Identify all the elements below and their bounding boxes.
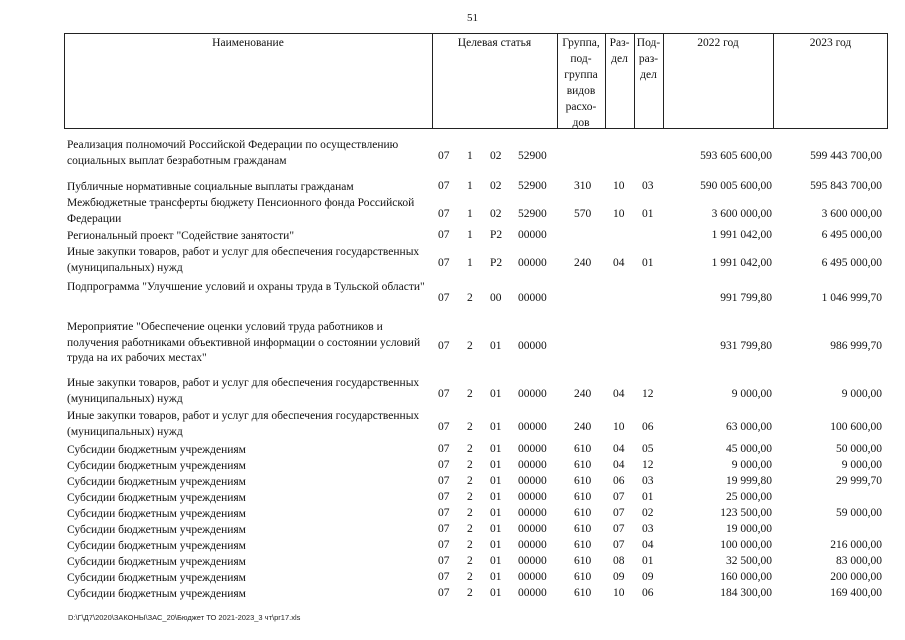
section-code: 06: [613, 475, 625, 487]
header-section-line: Раз-: [609, 37, 630, 49]
target-code-subprogram: 2: [467, 475, 473, 487]
target-code-event: 01: [490, 523, 502, 535]
expense-group: 610: [574, 523, 592, 535]
amount-2022: 63 000,00: [726, 420, 772, 433]
section-code: 07: [613, 523, 625, 535]
expense-group: 240: [574, 420, 592, 433]
subsection-code: 01: [642, 555, 654, 567]
subsection-code: 12: [642, 459, 654, 471]
target-code-event: 00: [490, 291, 502, 304]
target-code-direction: 00000: [518, 587, 547, 599]
amount-2023: 200 000,00: [830, 571, 882, 583]
target-code-direction: 00000: [518, 475, 547, 487]
target-code-program: 07: [438, 420, 450, 433]
amount-2022: 184 300,00: [720, 587, 772, 599]
target-code-event: 01: [490, 555, 502, 567]
target-code-program: 07: [438, 571, 450, 583]
subsection-code: 01: [642, 491, 654, 503]
amount-2023: 100 600,00: [830, 420, 882, 433]
row-name: Субсидии бюджетным учреждениям: [67, 572, 246, 584]
section-code: 10: [613, 207, 625, 220]
row-name: Субсидии бюджетным учреждениям: [67, 540, 246, 552]
target-code-subprogram: 2: [467, 523, 473, 535]
expense-group: 610: [574, 539, 592, 551]
row-name: Субсидии бюджетным учреждениям: [67, 508, 246, 520]
target-code-subprogram: 1: [467, 256, 473, 269]
header-group: [557, 35, 605, 131]
amount-2022: 100 000,00: [720, 539, 772, 551]
target-code-event: 01: [490, 475, 502, 487]
row-name: Субсидии бюджетным учреждениям: [67, 556, 246, 568]
expense-group: 610: [574, 587, 592, 599]
row-name: Публичные нормативные социальные выплаты гражданам: [67, 181, 354, 193]
amount-2023: 1 046 999,70: [821, 291, 882, 304]
section-code: 04: [613, 443, 625, 455]
target-code-direction: 00000: [518, 539, 547, 551]
target-code-program: 07: [438, 587, 450, 599]
target-code-event: 01: [490, 387, 502, 400]
target-code-event: 01: [490, 459, 502, 471]
amount-2023: 3 600 000,00: [821, 207, 882, 220]
target-code-subprogram: 2: [467, 571, 473, 583]
target-code-event: 02: [490, 180, 502, 192]
target-code-event: P2: [490, 256, 503, 269]
target-code-direction: 00000: [518, 443, 547, 455]
target-code-subprogram: 1: [467, 207, 473, 220]
header-group-line: группа: [564, 69, 598, 81]
expense-group: 610: [574, 507, 592, 519]
target-code-direction: 00000: [518, 387, 547, 400]
target-code-event: 01: [490, 443, 502, 455]
header-group-line: дов: [572, 117, 590, 129]
amount-2022: 19 999,80: [726, 475, 772, 487]
row-name: Субсидии бюджетным учреждениям: [67, 492, 246, 504]
target-code-direction: 00000: [518, 491, 547, 503]
target-code-program: 07: [438, 443, 450, 455]
row-name: Субсидии бюджетным учреждениям: [67, 460, 246, 472]
row-name: Субсидии бюджетным учреждениям: [67, 444, 246, 456]
target-code-program: 07: [438, 555, 450, 567]
header-group-line: видов: [566, 85, 596, 97]
section-code: 09: [613, 571, 625, 583]
target-code-event: 02: [490, 207, 502, 220]
subsection-code: 03: [642, 523, 654, 535]
header-subsection: [634, 35, 663, 83]
section-code: 07: [613, 491, 625, 503]
row-name: Иные закупки товаров, работ и услуг для обеспечения государственных (муниципальных) нужд: [67, 246, 420, 274]
subsection-code: 03: [642, 475, 654, 487]
target-code-subprogram: 1: [467, 180, 473, 192]
target-code-program: 07: [438, 459, 450, 471]
target-code-program: 07: [438, 339, 450, 352]
target-code-program: 07: [438, 207, 450, 220]
target-code-program: 07: [438, 475, 450, 487]
header-subsection-line: Под-: [636, 37, 661, 49]
row-name: Реализация полномочий Российской Федерации по осуществлению социальных выплат безработным гражданам: [67, 139, 399, 167]
target-code-event: 02: [490, 149, 502, 162]
amount-2022: 123 500,00: [720, 507, 772, 519]
amount-2023: 6 495 000,00: [821, 229, 882, 241]
subsection-code: 12: [642, 387, 654, 400]
amount-2022: 9 000,00: [731, 387, 772, 400]
amount-2023: 9 000,00: [841, 459, 882, 471]
header-group-line: под-: [570, 53, 592, 65]
subsection-code: 09: [642, 571, 654, 583]
expense-group: 310: [574, 180, 592, 192]
target-code-program: 07: [438, 180, 450, 192]
amount-2023: 986 999,70: [830, 339, 882, 352]
section-code: 04: [613, 459, 625, 471]
amount-2023: 9 000,00: [841, 387, 882, 400]
subsection-code: 06: [642, 420, 654, 433]
target-code-program: 07: [438, 229, 450, 241]
subsection-code: 02: [642, 507, 654, 519]
target-code-direction: 00000: [518, 229, 547, 241]
row-name: Иные закупки товаров, работ и услуг для обеспечения государственных (муниципальных) нужд: [67, 377, 420, 405]
target-code-program: 07: [438, 149, 450, 162]
target-code-program: 07: [438, 291, 450, 304]
target-code-program: 07: [438, 491, 450, 503]
target-code-event: P2: [490, 229, 503, 241]
target-code-program: 07: [438, 387, 450, 400]
row-name: Иные закупки товаров, работ и услуг для обеспечения государственных (муниципальных) нужд: [67, 410, 420, 438]
amount-2023: 599 443 700,00: [810, 149, 882, 162]
target-code-program: 07: [438, 256, 450, 269]
target-code-subprogram: 2: [467, 459, 473, 471]
target-code-event: 01: [490, 420, 502, 433]
expense-group: 610: [574, 491, 592, 503]
row-name: Субсидии бюджетным учреждениям: [67, 476, 246, 488]
target-code-direction: 52900: [518, 180, 547, 192]
subsection-code: 04: [642, 539, 654, 551]
amount-2023: 50 000,00: [836, 443, 882, 455]
section-code: 10: [613, 180, 625, 192]
expense-group: 610: [574, 475, 592, 487]
header-group-line: Группа,: [562, 37, 600, 49]
amount-2022: 590 005 600,00: [700, 180, 772, 192]
expense-group: 570: [574, 207, 592, 220]
section-code: 04: [613, 256, 625, 269]
header-name: Наименование: [212, 37, 284, 49]
target-code-direction: 00000: [518, 555, 547, 567]
target-code-direction: 00000: [518, 420, 547, 433]
section-code: 07: [613, 507, 625, 519]
amount-2022: 593 605 600,00: [700, 149, 772, 162]
row-name: Субсидии бюджетным учреждениям: [67, 524, 246, 536]
target-code-event: 01: [490, 539, 502, 551]
expense-group: 240: [574, 256, 592, 269]
expense-group: 610: [574, 459, 592, 471]
section-code: 10: [613, 420, 625, 433]
section-code: 10: [613, 587, 625, 599]
amount-2022: 45 000,00: [726, 443, 772, 455]
amount-2022: 1 991 042,00: [711, 229, 772, 241]
target-code-event: 01: [490, 507, 502, 519]
amount-2022: 3 600 000,00: [711, 207, 772, 220]
target-code-subprogram: 2: [467, 507, 473, 519]
target-code-event: 01: [490, 571, 502, 583]
amount-2022: 991 799,80: [720, 291, 772, 304]
expense-group: 610: [574, 443, 592, 455]
row-name: Мероприятие "Обеспечение оценки условий труда работников и получения работниками объективной информации о состоянии условий труда на их рабочих местах": [67, 321, 421, 364]
amount-2022: 160 000,00: [720, 571, 772, 583]
subsection-code: 01: [642, 207, 654, 220]
header-year-2023: 2023 год: [809, 37, 852, 49]
expense-group: 610: [574, 571, 592, 583]
target-code-subprogram: 2: [467, 491, 473, 503]
header-target: Целевая статья: [457, 37, 532, 49]
row-name: Региональный проект "Содействие занятости": [67, 230, 295, 242]
expense-group: 610: [574, 555, 592, 567]
section-code: 04: [613, 387, 625, 400]
target-code-subprogram: 2: [467, 291, 473, 304]
page-number: 51: [467, 12, 478, 24]
header-year-2022: 2022 год: [697, 37, 739, 49]
amount-2023: 59 000,00: [836, 507, 882, 519]
target-code-direction: 00000: [518, 459, 547, 471]
amount-2022: 1 991 042,00: [711, 256, 772, 269]
target-code-subprogram: 2: [467, 539, 473, 551]
header-section: [605, 35, 634, 67]
target-code-subprogram: 2: [467, 555, 473, 567]
section-code: 07: [613, 539, 625, 551]
target-code-subprogram: 2: [467, 339, 473, 352]
amount-2023: 29 999,70: [836, 475, 882, 487]
target-code-subprogram: 1: [467, 229, 473, 241]
row-name: Подпрограмма "Улучшение условий и охраны труда в Тульской области": [67, 281, 425, 293]
header-subsection-line: раз-: [638, 53, 659, 65]
header-section-line: дел: [611, 53, 628, 65]
target-code-subprogram: 2: [467, 387, 473, 400]
amount-2023: 595 843 700,00: [810, 180, 882, 192]
amount-2023: 169 400,00: [830, 587, 882, 599]
amount-2022: 9 000,00: [731, 459, 772, 471]
target-code-subprogram: 2: [467, 443, 473, 455]
amount-2022: 19 000,00: [726, 523, 772, 535]
target-code-program: 07: [438, 539, 450, 551]
header-group-line: расхо-: [565, 101, 597, 113]
target-code-event: 01: [490, 491, 502, 503]
target-code-subprogram: 1: [467, 149, 473, 162]
amount-2023: 6 495 000,00: [821, 256, 882, 269]
subsection-code: 06: [642, 587, 654, 599]
subsection-code: 01: [642, 256, 654, 269]
target-code-direction: 52900: [518, 149, 547, 162]
target-code-direction: 00000: [518, 291, 547, 304]
amount-2022: 931 799,80: [720, 339, 772, 352]
target-code-direction: 00000: [518, 256, 547, 269]
amount-2023: 216 000,00: [830, 539, 882, 551]
target-code-direction: 00000: [518, 523, 547, 535]
header-subsection-line: дел: [640, 69, 657, 81]
target-code-direction: 00000: [518, 507, 547, 519]
target-code-event: 01: [490, 339, 502, 352]
target-code-program: 07: [438, 523, 450, 535]
target-code-program: 07: [438, 507, 450, 519]
file-path-footer: D:\Г\Д7\2020\ЗАКОНЫ\ЗАС_20\Бюджет ТО 2021-2023_3 чт\pr17.xls: [68, 613, 301, 622]
target-code-subprogram: 2: [467, 587, 473, 599]
target-code-direction: 52900: [518, 207, 547, 220]
subsection-code: 05: [642, 443, 654, 455]
target-code-subprogram: 2: [467, 420, 473, 433]
row-name: Субсидии бюджетным учреждениям: [67, 588, 246, 600]
expense-group: 240: [574, 387, 592, 400]
amount-2023: 83 000,00: [836, 555, 882, 567]
subsection-code: 03: [642, 180, 654, 192]
amount-2022: 25 000,00: [726, 491, 772, 503]
section-code: 08: [613, 555, 625, 567]
amount-2022: 32 500,00: [726, 555, 772, 567]
target-code-direction: 00000: [518, 571, 547, 583]
target-code-direction: 00000: [518, 339, 547, 352]
target-code-event: 01: [490, 587, 502, 599]
row-name: Межбюджетные трансферты бюджету Пенсионного фонда Российской Федерации: [67, 197, 415, 225]
